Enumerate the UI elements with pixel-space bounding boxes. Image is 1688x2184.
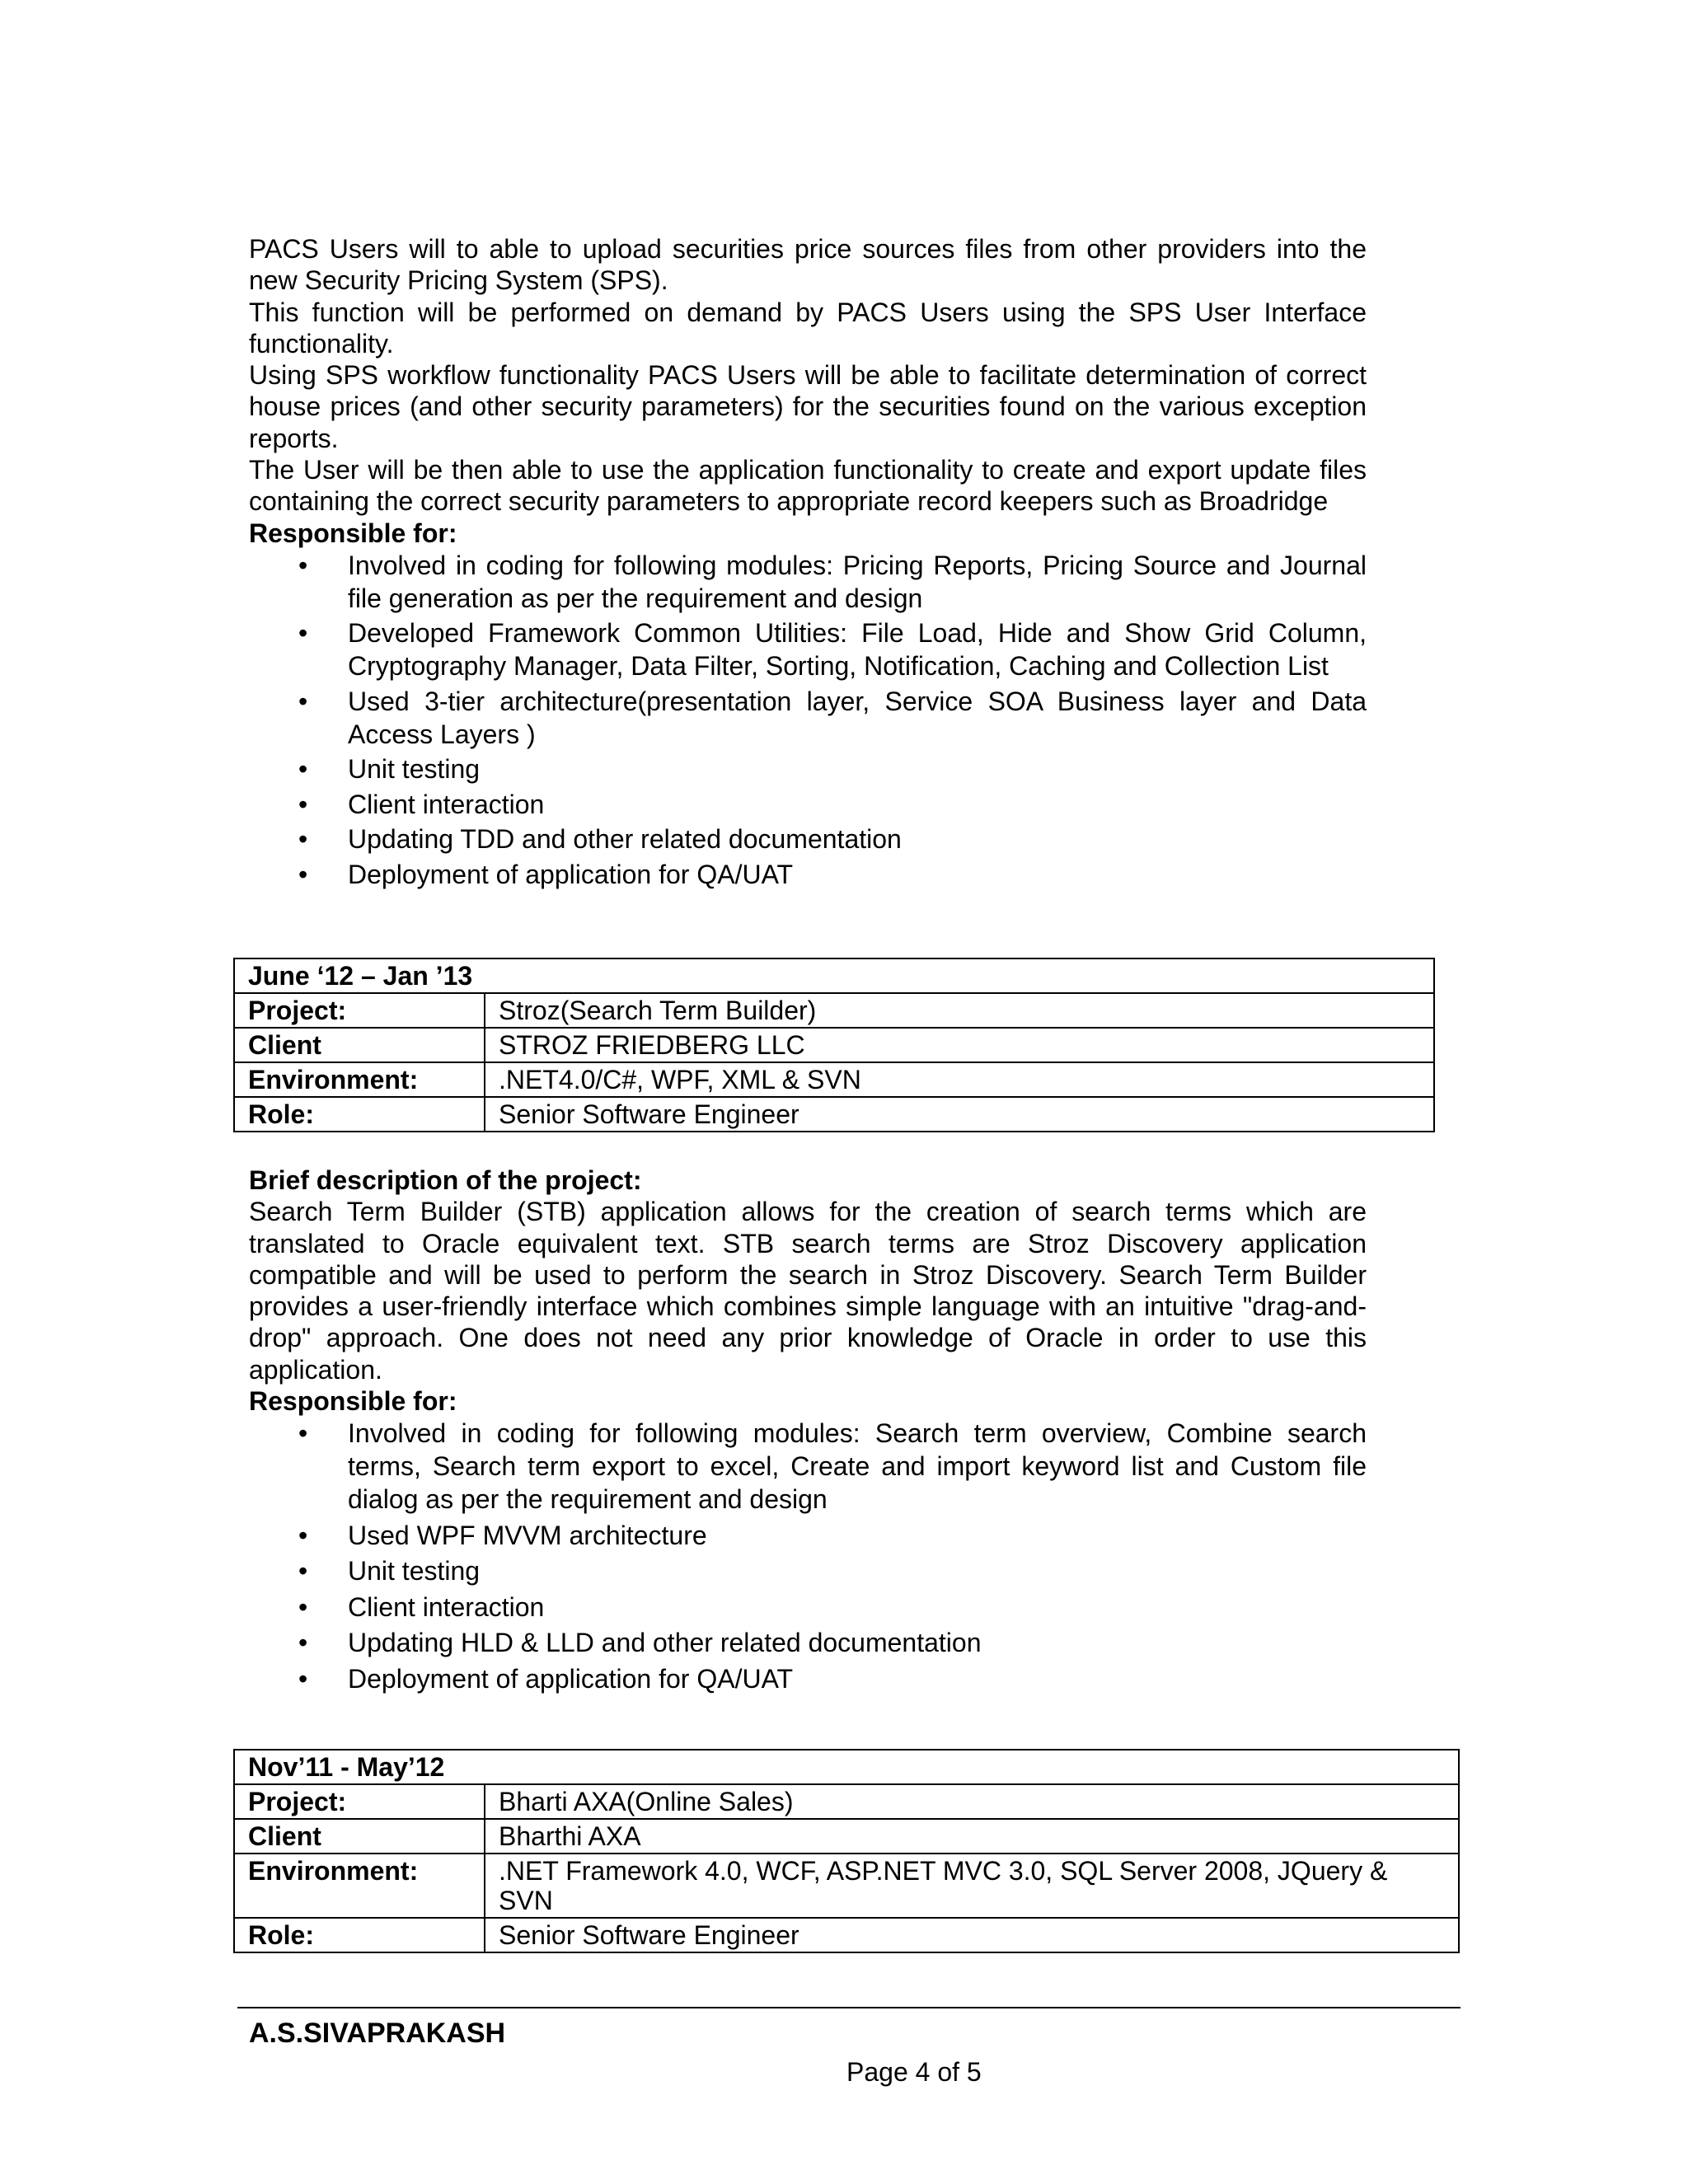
list-item: • Developed Framework Common Utilities: File Load, Hide and Show Grid Column, Cryptography Manager, Data Filter, Sorting, Notification, Caching and Collection List [298,618,1367,682]
bullet-icon: • [298,1591,308,1622]
list-item: • Updating HLD & LLD and other related documentation [298,1628,982,1658]
environment-value: .NET4.0/C#, WPF, XML & SVN [485,1062,1434,1097]
project-period: June ‘12 – Jan ’13 [234,958,1434,993]
role-value: Senior Software Engineer [485,1097,1434,1132]
environment-value: .NET Framework 4.0, WCF, ASP.NET MVC 3.0, SQL Server 2008, JQuery & SVN [485,1854,1459,1918]
bullet-icon: • [298,754,308,785]
client-name: STROZ FRIEDBERG LLC [485,1028,1434,1062]
intro-paragraph: PACS Users will to able to upload securities price sources files from other providers into the new Security Pricing System (SPS). [249,234,1367,296]
list-item: • Used 3-tier architecture(presentation layer, Service SOA Business layer and Data Access Layers ) [298,686,1367,749]
project-label: Project: [234,1784,485,1819]
bullet-icon: • [298,824,308,855]
list-item: • Unit testing [298,754,481,785]
client-name: Bharthi AXA [485,1819,1459,1854]
table-row [234,958,1434,993]
brief-text: Search Term Builder (STB) application allows for the creation of search terms which are translated to Oracle equivalent text. STB search terms are Stroz Discovery application compatible and will be used to perform the search in Stroz Discovery. Search Term Builder provides a user-friendly interface which combines simple language with an intuitive "drag-and-drop" approach. One does not need any prior knowledge of Oracle in order to use this application. [249,1197,1367,1385]
bullet-icon: • [298,686,308,716]
list-item: • Client interaction [298,789,545,819]
table-row [234,1097,1434,1132]
intro-paragraph: This function will be performed on demand by PACS Users using the SPS User Interface functionality. [249,297,1367,359]
page-number: Page 4 of 5 [846,2057,982,2087]
intro-paragraph: The User will be then able to use the application functionality to create and export update files containing the correct security parameters to appropriate record keepers such as Broadridge [249,455,1367,517]
intro-paragraph: Using SPS workflow functionality PACS Users will be able to facilitate determination of correct house prices (and other security parameters) for the securities found on the various exception reports. [249,360,1367,453]
table-row [234,1918,1459,1952]
client-label: Client [234,1028,485,1062]
list-item: • Involved in coding for following modules: Pricing Reports, Pricing Source and Journal file generation as per the requirement and design [298,550,1367,613]
bullet-icon: • [298,1418,308,1449]
project-label: Project: [234,993,485,1028]
table-row [234,1784,1459,1819]
project-info-table-stroz [233,958,1435,1132]
footer-author-name: A.S.SIVAPRAKASH [249,2018,506,2049]
list-item: • Updating TDD and other related documentation [298,824,902,855]
bullet-icon: • [298,1663,308,1694]
list-item: • Deployment of application for QA/UAT [298,859,794,889]
bullet-icon: • [298,1520,308,1550]
bullet-icon: • [298,1556,308,1586]
client-label: Client [234,1819,485,1854]
list-item: • Unit testing [298,1556,481,1586]
environment-label: Environment: [234,1062,485,1097]
responsible-heading: Responsible for: [249,1386,457,1417]
table-row [234,1062,1434,1097]
bullet-icon: • [298,618,308,649]
project-description-stroz [249,1165,1367,1698]
bullet-icon: • [298,859,308,889]
role-label: Role: [234,1918,485,1952]
bullet-icon: • [298,789,308,819]
project-info-table-bharti [233,1749,1460,1953]
project-name: Stroz(Search Term Builder) [485,993,1434,1028]
table-row [234,1750,1459,1784]
table-row [234,1819,1459,1854]
bullet-icon: • [298,550,308,580]
list-item: • Client interaction [298,1591,545,1622]
responsibility-list [249,1417,1367,1695]
project-name: Bharti AXA(Online Sales) [485,1784,1459,1819]
project-period: Nov’11 - May’12 [234,1750,1459,1784]
environment-label: Environment: [234,1854,485,1918]
table-row [234,1028,1434,1062]
footer-divider [237,2007,1461,2008]
role-value: Senior Software Engineer [485,1918,1459,1952]
list-item: • Deployment of application for QA/UAT [298,1663,794,1694]
table-row [234,993,1434,1028]
responsible-heading: Responsible for: [249,518,457,548]
role-label: Role: [234,1097,485,1132]
project-intro-text [249,233,1367,893]
brief-heading: Brief description of the project: [249,1165,642,1195]
table-row [234,1854,1459,1918]
list-item: • Used WPF MVVM architecture [298,1520,707,1550]
responsibility-list [249,549,1367,891]
bullet-icon: • [298,1628,308,1658]
list-item: • Involved in coding for following modules: Search term overview, Combine search terms, Search term export to excel, Create and import keyword list and Custom file dialog as per the requirement and design [298,1418,1367,1515]
